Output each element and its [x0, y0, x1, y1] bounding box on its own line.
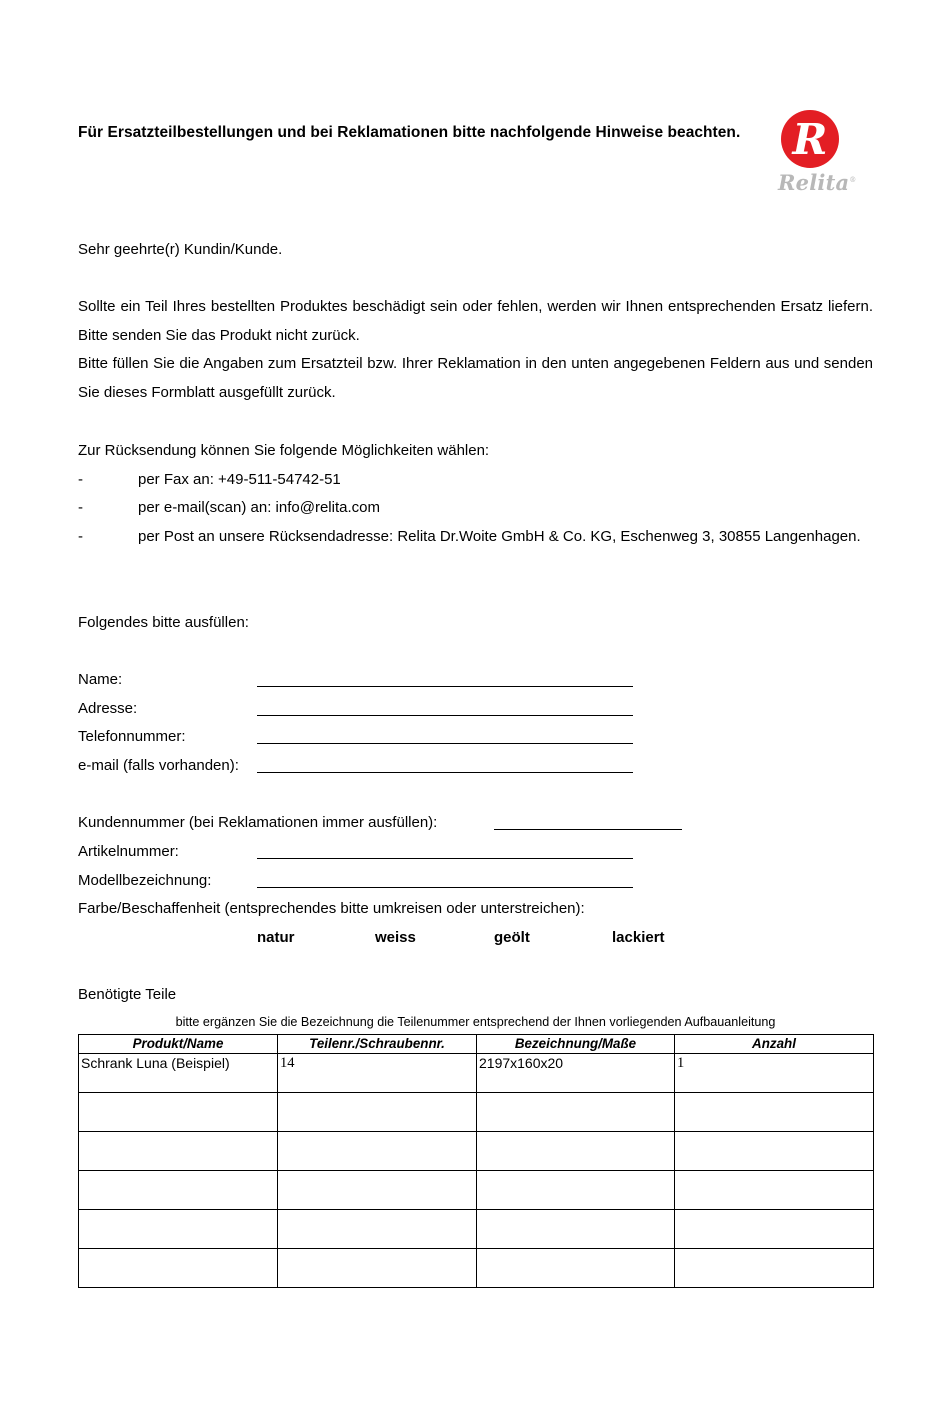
cell-quantity[interactable] — [675, 1132, 874, 1171]
bullet-dash: - — [78, 499, 83, 516]
table-header-row — [79, 1035, 874, 1054]
cell-description[interactable] — [477, 1093, 675, 1132]
parts-table — [78, 1034, 874, 1288]
cell-description[interactable]: 2197x160x20 — [477, 1054, 675, 1093]
return-option-text: per Fax an: +49-511-54742-51 — [138, 471, 341, 488]
model-label: Modellbezeichnung: — [78, 872, 212, 889]
intro-paragraph-2: Bitte füllen Sie die Angaben zum Ersatzteil bzw. Ihrer Reklamation in den unten angegebenen Feldern aus und senden Sie dieses Formblatt ausgefüllt zurück. — [78, 355, 873, 401]
cell-quantity[interactable] — [675, 1249, 874, 1288]
cell-product[interactable]: Schrank Luna (Beispiel) — [79, 1054, 278, 1093]
cell-part-number[interactable]: 14 — [278, 1054, 477, 1093]
cell-product[interactable] — [79, 1249, 278, 1288]
column-header-part-number: Teilenr./Schraubennr. — [278, 1035, 477, 1054]
column-header-description: Bezeichnung/Maße — [477, 1035, 675, 1054]
article-number-field[interactable] — [257, 858, 633, 859]
cell-product[interactable] — [79, 1171, 278, 1210]
customer-number-field[interactable] — [494, 829, 682, 830]
address-field[interactable] — [257, 715, 633, 716]
finish-option-natur[interactable]: natur — [257, 929, 295, 946]
relita-logo — [776, 110, 857, 200]
return-options-intro: Zur Rücksendung können Sie folgende Möglichkeiten wählen: — [78, 442, 490, 459]
return-option-text: per e-mail(scan) an: info@relita.com — [138, 499, 380, 516]
table-row — [79, 1210, 874, 1249]
cell-quantity[interactable] — [675, 1210, 874, 1249]
cell-description[interactable] — [477, 1210, 675, 1249]
finish-option-lackiert[interactable]: lackiert — [612, 929, 665, 946]
email-label: e-mail (falls vorhanden): — [78, 757, 239, 774]
return-option-text: per Post an unsere Rücksendadresse: Relita Dr.Woite GmbH & Co. KG, Eschenweg 3, 30855 Langenhagen. — [138, 528, 861, 545]
finish-label: Farbe/Beschaffenheit (entsprechendes bitte umkreisen oder unterstreichen): — [78, 900, 585, 917]
table-row — [79, 1249, 874, 1288]
table-row — [79, 1132, 874, 1171]
table-row — [79, 1171, 874, 1210]
address-label: Adresse: — [78, 700, 138, 717]
column-header-product: Produkt/Name — [79, 1035, 278, 1054]
cell-part-number[interactable] — [278, 1093, 477, 1132]
form-intro: Folgendes bitte ausfüllen: — [78, 614, 249, 631]
page-heading: Für Ersatzteilbestellungen und bei Reklamationen bitte nachfolgende Hinweise beachten. — [78, 124, 741, 141]
model-field[interactable] — [257, 887, 633, 888]
column-header-quantity: Anzahl — [675, 1035, 874, 1054]
cell-quantity[interactable] — [675, 1093, 874, 1132]
bullet-dash: - — [78, 528, 83, 545]
cell-part-number[interactable] — [278, 1249, 477, 1288]
table-row — [79, 1054, 874, 1093]
parts-note: bitte ergänzen Sie die Bezeichnung die Teilenummer entsprechend der Ihnen vorliegenden Aufbauanleitung — [175, 1015, 776, 1029]
name-field[interactable] — [257, 686, 633, 687]
cell-product[interactable] — [79, 1093, 278, 1132]
parts-title: Benötigte Teile — [78, 986, 177, 1003]
finish-option-weiss[interactable]: weiss — [375, 929, 416, 946]
phone-field[interactable] — [257, 743, 633, 744]
logo-letter: R — [792, 115, 828, 164]
cell-part-number[interactable] — [278, 1132, 477, 1171]
phone-label: Telefonnummer: — [78, 728, 186, 745]
salutation: Sehr geehrte(r) Kundin/Kunde. — [78, 241, 283, 258]
customer-number-label: Kundennummer (bei Reklamationen immer ausfüllen): — [78, 814, 438, 831]
bullet-dash: - — [78, 471, 83, 488]
intro-paragraph-1: Sollte ein Teil Ihres bestellten Produktes beschädigt sein oder fehlen, werden wir Ihnen entsprechenden Ersatz liefern. Bitte senden Sie das Produkt nicht zurück. — [78, 298, 873, 344]
cell-description[interactable] — [477, 1249, 675, 1288]
cell-description[interactable] — [477, 1171, 675, 1210]
logo-wordmark: Relita® — [778, 170, 857, 195]
cell-part-number[interactable] — [278, 1210, 477, 1249]
cell-description[interactable] — [477, 1132, 675, 1171]
article-number-label: Artikelnummer: — [78, 843, 179, 860]
cell-part-number[interactable] — [278, 1171, 477, 1210]
name-label: Name: — [78, 671, 123, 688]
finish-option-geoelt[interactable]: geölt — [494, 929, 530, 946]
email-field[interactable] — [257, 772, 633, 773]
cell-product[interactable] — [79, 1132, 278, 1171]
intro-text — [78, 293, 873, 407]
table-row — [79, 1093, 874, 1132]
cell-quantity[interactable] — [675, 1171, 874, 1210]
cell-product[interactable] — [79, 1210, 278, 1249]
cell-quantity[interactable]: 1 — [675, 1054, 874, 1093]
